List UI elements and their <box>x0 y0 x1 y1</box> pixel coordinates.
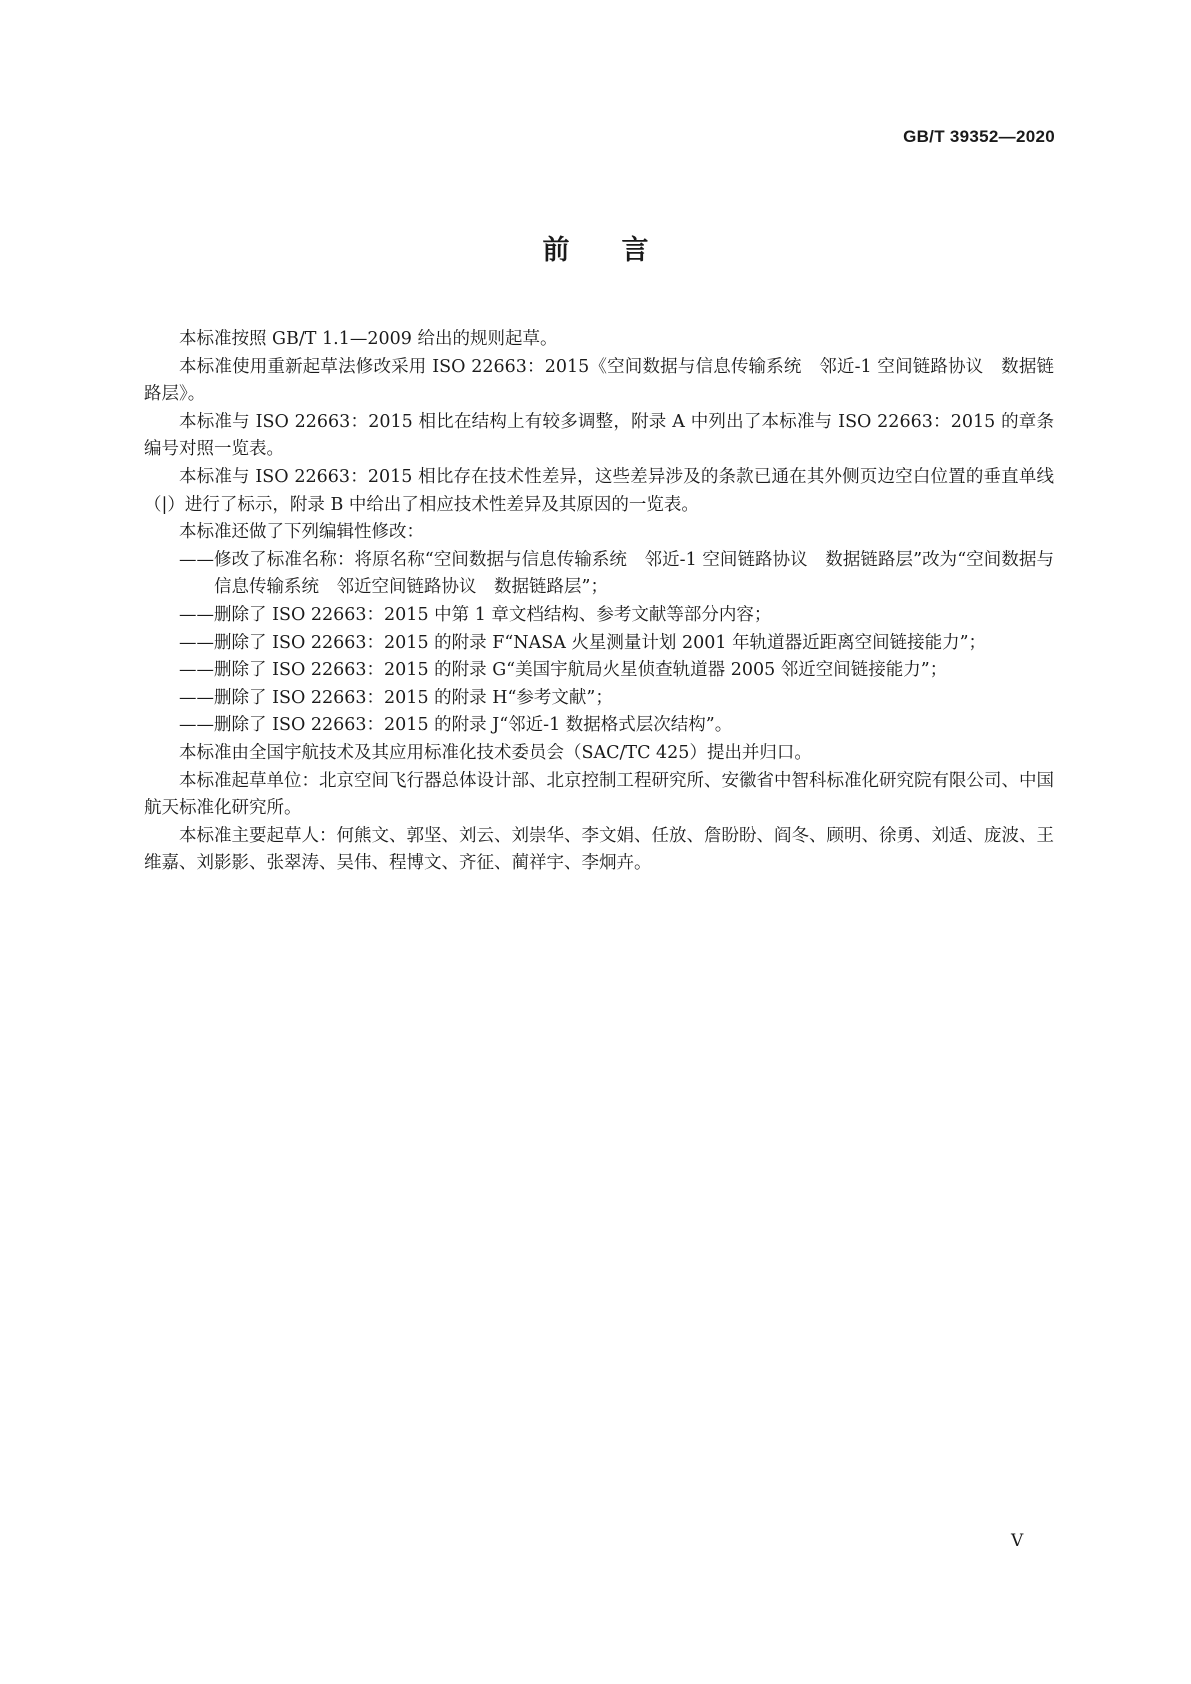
edit-list-item: —— 删除了 ISO 22663：2015 的附录 G“美国宇航局火星侦查轨道器 2005 邻近空间链接能力”； <box>144 657 1054 685</box>
paragraph: 本标准还做了下列编辑性修改： <box>179 522 424 543</box>
edit-list-item: —— 删除了 ISO 22663：2015 的附录 J“邻近-1 数据格式层次结构”。 <box>144 712 1054 740</box>
edit-list-item: —— 删除了 ISO 22663：2015 的附录 H“参考文献”； <box>144 685 1054 713</box>
paragraph: 本标准由全国宇航技术及其应用标准化技术委员会（SAC/TC 425）提出并归口。 <box>179 742 812 763</box>
foreword-body <box>144 326 1054 878</box>
page-title: 前言 <box>542 235 701 266</box>
standard-number: GB/T 39352—2020 <box>903 127 1055 146</box>
edit-list-item: —— 删除了 ISO 22663：2015 的附录 F“NASA 火星测量计划 2001 年轨道器近距离空间链接能力”； <box>144 630 1054 658</box>
paragraph: 本标准使用重新起草法修改采用 ISO 22663：2015《空间数据与信息传输系统 邻近-1 空间链路协议 数据链路层》。 <box>144 356 1054 405</box>
paragraph: 本标准起草单位：北京空间飞行器总体设计部、北京控制工程研究所、安徽省中智科标准化研究院有限公司、中国航天标准化研究所。 <box>144 770 1054 819</box>
page-number: V <box>1011 1531 1024 1551</box>
paragraph: 本标准与 ISO 22663：2015 相比存在技术性差异，这些差异涉及的条款已通在其外侧页边空白位置的垂直单线（|）进行了标示，附录 B 中给出了相应技术性差异及其原因的一览表。 <box>144 466 1054 515</box>
edit-list-item: —— 删除了 ISO 22663：2015 中第 1 章文档结构、参考文献等部分内容； <box>144 602 1054 630</box>
edit-list-item: —— 修改了标准名称：将原名称“空间数据与信息传输系统 邻近-1 空间链路协议 数据链路层”改为“空间数据与信息传输系统 邻近空间链路协议 数据链路层”； <box>144 547 1054 602</box>
paragraph: 本标准与 ISO 22663：2015 相比在结构上有较多调整，附录 A 中列出了本标准与 ISO 22663：2015 的章条编号对照一览表。 <box>144 411 1054 460</box>
paragraph: 本标准主要起草人：何熊文、郭坚、刘云、刘崇华、李文娟、任放、詹盼盼、阎冬、顾明、徐勇、刘适、庞波、王维嘉、刘影影、张翠涛、吴伟、程博文、齐征、蔺祥宇、李炯卉。 <box>144 825 1054 874</box>
paragraph: 本标准按照 GB/T 1.1—2009 给出的规则起草。 <box>179 329 558 349</box>
